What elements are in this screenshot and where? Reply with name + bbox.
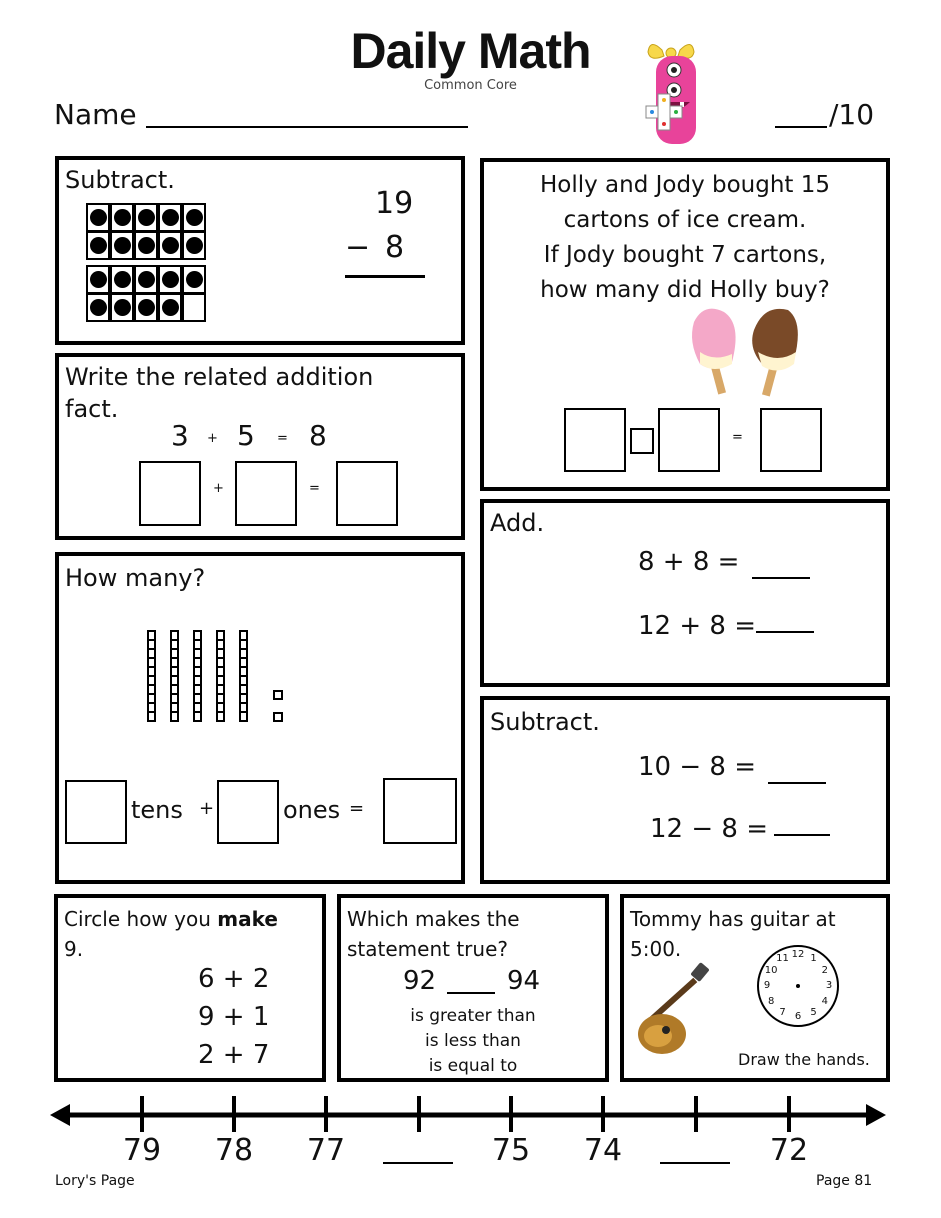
box-title: Subtract. xyxy=(65,166,175,194)
ten-rod xyxy=(193,630,202,722)
title-line: Write the related addition xyxy=(65,363,374,391)
fact-box-1[interactable] xyxy=(139,461,201,526)
ten-rod xyxy=(170,630,179,722)
number-line-tick xyxy=(232,1096,236,1132)
number-line-tick xyxy=(787,1096,791,1132)
equals-sign: = xyxy=(349,798,365,819)
ten-frame-2 xyxy=(87,266,207,322)
choice[interactable]: is equal to xyxy=(428,1056,518,1076)
number-line-label: 79 xyxy=(122,1133,162,1168)
clock-face[interactable] xyxy=(756,944,840,1028)
plus-sign: + xyxy=(199,798,215,819)
title-text: Tommy has guitar at xyxy=(630,907,836,931)
clock-numeral: 5 xyxy=(810,1006,817,1018)
add-equation-2: 12 + 8 = xyxy=(638,611,756,641)
word-problem-text xyxy=(484,168,886,308)
compare-blank[interactable] xyxy=(447,992,495,994)
make-nine-box xyxy=(54,894,326,1082)
clock-instruction: Draw the hands. xyxy=(738,1050,870,1069)
clock-numeral: 1 xyxy=(810,953,817,965)
plus-sign: + xyxy=(213,481,224,496)
ten-rod xyxy=(216,630,225,722)
unit-cube xyxy=(273,690,283,700)
equals-sign: = xyxy=(277,431,288,446)
number-line-label: 74 xyxy=(583,1133,623,1168)
title-text: Circle how you xyxy=(64,907,218,931)
word-problem-box xyxy=(480,158,890,491)
footer-right: Page 81 xyxy=(816,1173,873,1189)
name-field[interactable] xyxy=(146,126,468,128)
clock-numeral: 7 xyxy=(779,1006,786,1018)
problem-line: If Jody bought 7 cartons, xyxy=(543,242,827,268)
how-many-box xyxy=(55,552,465,884)
score-label: /10 xyxy=(829,98,875,131)
minus-sign: − xyxy=(345,230,371,265)
fact-box-2[interactable] xyxy=(235,461,297,526)
subtract-answer-2[interactable] xyxy=(774,834,830,836)
number-line-tick xyxy=(417,1096,421,1132)
number-line-label: 75 xyxy=(491,1133,531,1168)
answer-box-1[interactable] xyxy=(564,408,626,472)
number-line xyxy=(50,1100,886,1130)
fact-box-3[interactable] xyxy=(336,461,398,526)
title-line: fact. xyxy=(65,395,119,423)
name-label: Name xyxy=(54,98,137,131)
clock-numeral: 2 xyxy=(821,964,829,976)
clock-numeral: 6 xyxy=(794,1011,802,1022)
comparison-box xyxy=(337,894,609,1082)
box-title xyxy=(64,904,278,964)
operator-box[interactable] xyxy=(630,428,654,454)
choice[interactable]: is less than xyxy=(425,1031,521,1051)
total-answer-box[interactable] xyxy=(383,778,457,844)
ten-rod xyxy=(239,630,248,722)
add-box xyxy=(480,499,890,687)
subtract-answer-1[interactable] xyxy=(768,782,826,784)
minuend: 19 xyxy=(375,186,414,221)
ten-rod xyxy=(147,630,156,722)
monster-mascot-image xyxy=(640,38,722,150)
answer-box-3[interactable] xyxy=(760,408,822,472)
unit-cube xyxy=(273,712,283,722)
problem-line: Holly and Jody bought 15 xyxy=(539,172,831,198)
clock-numeral: 12 xyxy=(791,949,805,960)
number-line-tick xyxy=(140,1096,144,1132)
tens-label: tens xyxy=(131,796,183,824)
ice-cream-image xyxy=(684,302,814,402)
number-line-tick xyxy=(324,1096,328,1132)
page-title: Daily Math xyxy=(350,23,591,79)
title-text: Which makes the xyxy=(347,907,520,931)
addend-b: 5 xyxy=(237,419,255,452)
number-line-label: 78 xyxy=(214,1133,254,1168)
clock-box xyxy=(620,894,890,1082)
title-text: statement true? xyxy=(347,937,508,961)
plus-sign: + xyxy=(207,431,218,446)
problem-line: how many did Holly buy? xyxy=(540,277,830,303)
title-text: 9. xyxy=(64,937,84,961)
equals-sign: = xyxy=(732,430,743,445)
number-line-tick xyxy=(694,1096,698,1132)
choice[interactable]: is greater than xyxy=(410,1006,536,1026)
number-line-label: 77 xyxy=(306,1133,346,1168)
add-answer-1[interactable] xyxy=(752,577,810,579)
box-title: How many? xyxy=(65,564,206,592)
subtract-facts-box xyxy=(480,696,890,884)
compare-left: 92 xyxy=(403,966,437,996)
sum: 8 xyxy=(309,419,327,452)
option[interactable]: 2 + 7 xyxy=(198,1040,270,1070)
score-field[interactable] xyxy=(775,126,827,128)
subtract-equation-1: 10 − 8 = xyxy=(638,752,756,782)
add-answer-2[interactable] xyxy=(756,631,814,633)
clock-numeral: 11 xyxy=(776,953,789,965)
clock-numeral: 4 xyxy=(821,995,829,1007)
related-fact-box xyxy=(55,353,465,540)
ten-frame-1 xyxy=(87,204,207,260)
box-title xyxy=(65,361,373,425)
add-equation-1: 8 + 8 = xyxy=(638,547,740,577)
answer-line[interactable] xyxy=(345,275,425,278)
answer-box-2[interactable] xyxy=(658,408,720,472)
guitar-image xyxy=(636,960,756,1060)
subtract-ten-frame-box xyxy=(55,156,465,345)
tens-answer-box[interactable] xyxy=(65,780,127,844)
make-nine-options xyxy=(198,960,269,1074)
title-text: 5:00. xyxy=(630,937,682,961)
ones-answer-box[interactable] xyxy=(217,780,279,844)
problem-line: cartons of ice cream. xyxy=(563,207,807,233)
compare-right: 94 xyxy=(507,966,541,996)
box-title: Subtract. xyxy=(490,708,600,736)
box-title xyxy=(347,904,520,964)
option[interactable]: 9 + 1 xyxy=(198,1002,270,1032)
subtract-equation-2: 12 − 8 = xyxy=(650,814,768,844)
clock-numeral: 9 xyxy=(763,980,771,991)
ones-label: ones xyxy=(283,796,341,824)
title-bold-text: make xyxy=(217,907,278,931)
clock-numeral: 8 xyxy=(767,995,775,1007)
footer-left: Lory's Page xyxy=(55,1173,135,1189)
page-subtitle: Common Core xyxy=(424,78,517,93)
number-line-tick xyxy=(509,1096,513,1132)
number-line-blank[interactable] xyxy=(383,1162,453,1164)
option[interactable]: 6 + 2 xyxy=(198,964,270,994)
addend-a: 3 xyxy=(171,419,189,452)
compare-choices xyxy=(341,1004,605,1079)
number-line-tick xyxy=(601,1096,605,1132)
box-title: Add. xyxy=(490,509,545,537)
clock-numeral: 3 xyxy=(825,980,833,991)
number-line-label: 72 xyxy=(769,1133,809,1168)
number-line-blank[interactable] xyxy=(660,1162,730,1164)
equals-sign: = xyxy=(309,481,320,496)
clock-numeral: 10 xyxy=(764,964,778,976)
subtrahend: 8 xyxy=(385,230,405,265)
